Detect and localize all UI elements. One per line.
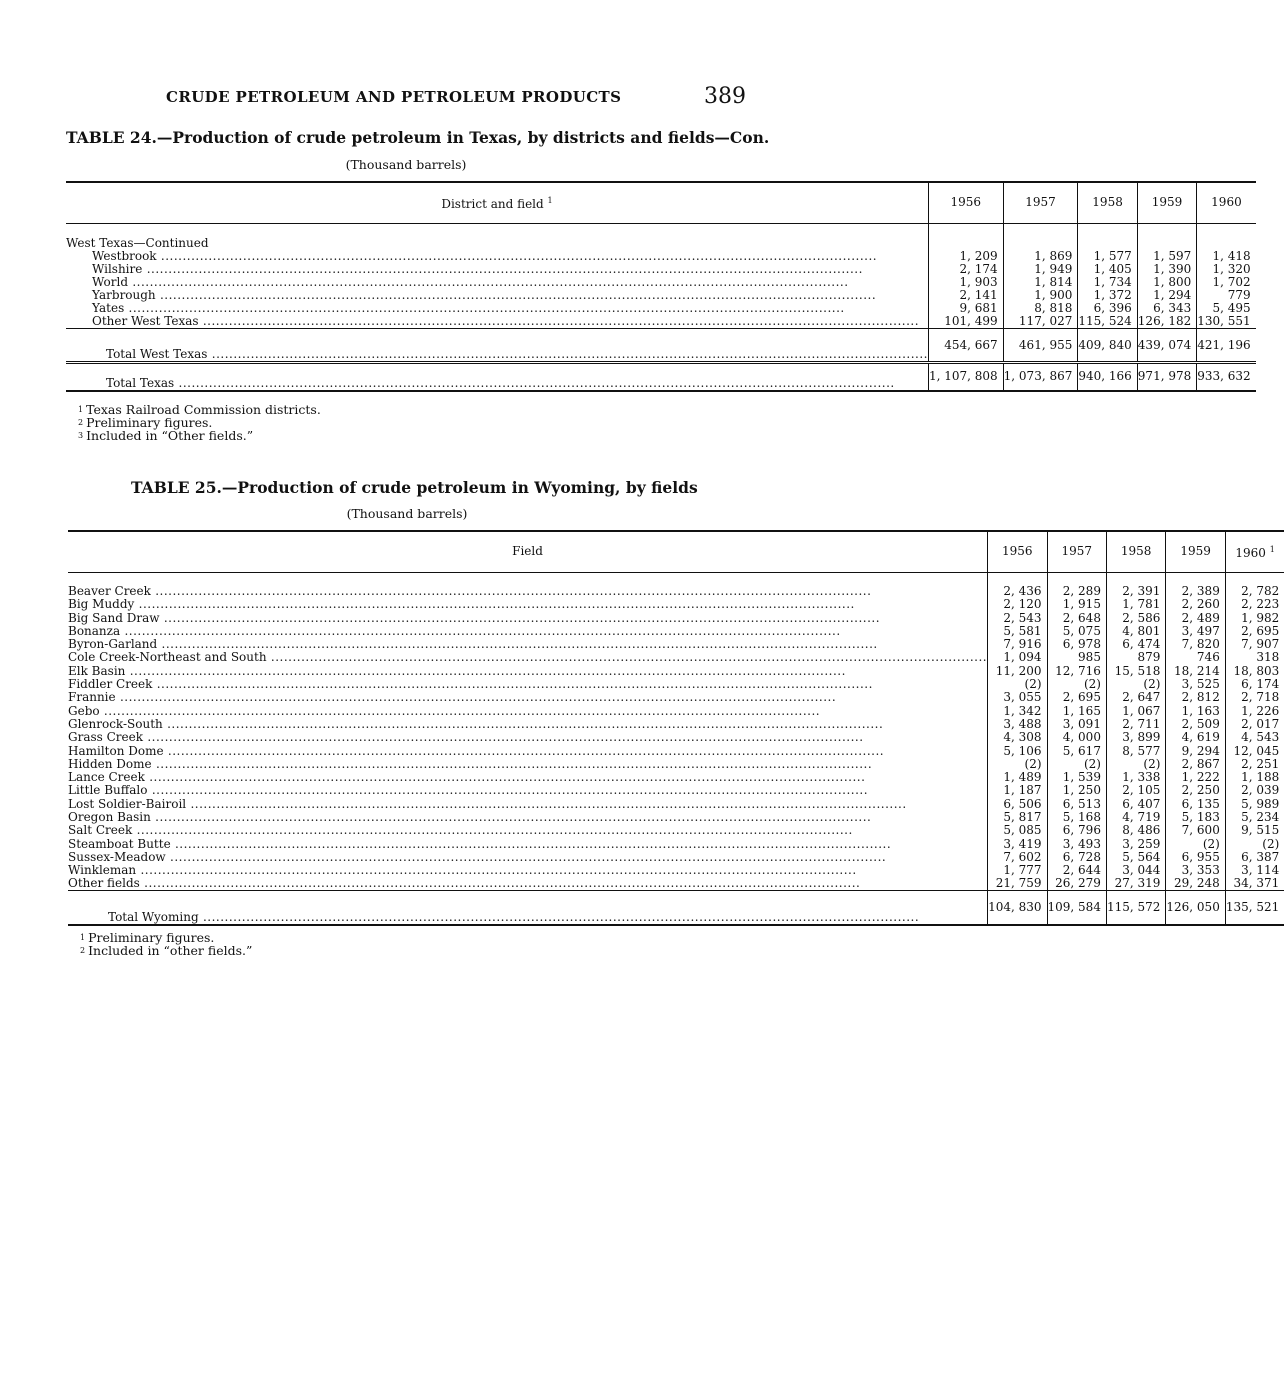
footnote: $^3$ Included in “Other fields.” xyxy=(78,428,254,443)
cell-value: 1, 597 xyxy=(1137,250,1196,263)
row-label: Hidden Dome ..... xyxy=(68,758,988,771)
cell-value: 2, 105 xyxy=(1106,784,1165,797)
cell-value: 1, 915 xyxy=(1047,598,1106,611)
cell-value: 4, 801 xyxy=(1106,625,1165,638)
cell-value: 1, 390 xyxy=(1137,263,1196,276)
row-label: Total Wyoming ..... xyxy=(68,891,988,925)
row-label: Sussex-Meadow ..... xyxy=(68,851,988,864)
table-25-year-1960: 1960 $^1$ xyxy=(1225,531,1284,572)
table-24-title: TABLE 24.—Production of crude petroleum in Texas, by districts and fields—Con. xyxy=(66,128,770,147)
table-row xyxy=(66,363,1256,391)
cell-value: 3, 525 xyxy=(1166,678,1225,691)
cell-value: 1, 900 xyxy=(1003,289,1078,302)
cell-value: 8, 577 xyxy=(1106,744,1165,757)
cell-value: 2, 017 xyxy=(1225,718,1284,731)
cell-value: 4, 619 xyxy=(1166,731,1225,744)
cell-value: 8, 818 xyxy=(1003,302,1078,315)
cell-value: 2, 260 xyxy=(1166,598,1225,611)
table-25-year-1958: 1958 xyxy=(1106,531,1165,572)
cell-value: 2, 867 xyxy=(1166,758,1225,771)
running-head xyxy=(166,84,746,108)
cell-value: 27, 319 xyxy=(1106,877,1165,891)
cell-value: 5, 617 xyxy=(1047,744,1106,757)
cell-value: 5, 495 xyxy=(1197,302,1256,315)
cell-value: 126, 182 xyxy=(1137,315,1196,329)
cell-value: 2, 782 xyxy=(1225,572,1284,598)
table-row xyxy=(68,744,1284,757)
cell-value: 5, 564 xyxy=(1106,851,1165,864)
row-label: World ..... xyxy=(66,276,928,289)
cell-value: 6, 955 xyxy=(1166,851,1225,864)
cell-value: 1, 338 xyxy=(1106,771,1165,784)
cell-value: 1, 489 xyxy=(988,771,1047,784)
cell-value: 3, 259 xyxy=(1106,837,1165,850)
running-head-title: CRUDE PETROLEUM AND PETROLEUM PRODUCTS xyxy=(166,88,622,106)
table-24-year-1956: 1956 xyxy=(928,182,1003,223)
cell-value: 6, 387 xyxy=(1225,851,1284,864)
cell-value: 7, 916 xyxy=(988,638,1047,651)
table-row xyxy=(68,691,1284,704)
table-row xyxy=(68,678,1284,691)
cell-value: 2, 436 xyxy=(988,572,1047,598)
cell-value: 1, 073, 867 xyxy=(1003,363,1078,391)
cell-value: 7, 820 xyxy=(1166,638,1225,651)
row-label: Steamboat Butte ..... xyxy=(68,837,988,850)
cell-value: 4, 308 xyxy=(988,731,1047,744)
cell-value: 1, 107, 808 xyxy=(928,363,1003,391)
cell-value: (2) xyxy=(1166,837,1225,850)
cell-value: 1, 781 xyxy=(1106,598,1165,611)
table-24 xyxy=(66,181,1256,392)
table-row xyxy=(68,864,1284,877)
cell-value: 9, 515 xyxy=(1225,824,1284,837)
cell-value: (2) xyxy=(988,758,1047,771)
cell-value: 2, 695 xyxy=(1225,625,1284,638)
cell-value: 2, 647 xyxy=(1106,691,1165,704)
table-24-footnotes xyxy=(78,403,321,442)
cell-value: 779 xyxy=(1197,289,1256,302)
table-row xyxy=(68,784,1284,797)
row-label: Yarbrough ..... xyxy=(66,289,928,302)
table-row xyxy=(66,223,1256,250)
table-24-year-1957: 1957 xyxy=(1003,182,1078,223)
cell-value: 3, 899 xyxy=(1106,731,1165,744)
cell-value: 2, 509 xyxy=(1166,718,1225,731)
cell-value: 5, 106 xyxy=(988,744,1047,757)
cell-value: 5, 817 xyxy=(988,811,1047,824)
cell-value: 104, 830 xyxy=(988,891,1047,925)
table-row xyxy=(68,824,1284,837)
cell-value: 130, 551 xyxy=(1197,315,1256,329)
cell-value: 115, 572 xyxy=(1106,891,1165,925)
cell-value: 3, 114 xyxy=(1225,864,1284,877)
cell-value: 1, 800 xyxy=(1137,276,1196,289)
cell-value: 1, 163 xyxy=(1166,704,1225,717)
cell-value: 26, 279 xyxy=(1047,877,1106,891)
row-label: Lance Creek ..... xyxy=(68,771,988,784)
cell-value: 2, 543 xyxy=(988,611,1047,624)
cell-value: 1, 209 xyxy=(928,250,1003,263)
cell-value: 2, 223 xyxy=(1225,598,1284,611)
cell-value: 2, 489 xyxy=(1166,611,1225,624)
row-label: Cole Creek-Northeast and South ..... xyxy=(68,651,988,664)
cell-value: 5, 581 xyxy=(988,625,1047,638)
table-row xyxy=(68,625,1284,638)
table-row xyxy=(68,731,1284,744)
cell-value: 7, 600 xyxy=(1166,824,1225,837)
cell-value: 2, 174 xyxy=(928,263,1003,276)
cell-value: 2, 648 xyxy=(1047,611,1106,624)
table-row xyxy=(68,851,1284,864)
cell-value: 6, 396 xyxy=(1078,302,1137,315)
table-row xyxy=(66,329,1256,363)
cell-value: 5, 183 xyxy=(1166,811,1225,824)
cell-value: 2, 644 xyxy=(1047,864,1106,877)
table-row xyxy=(68,811,1284,824)
table-row xyxy=(66,315,1256,329)
cell-value: (2) xyxy=(1047,678,1106,691)
table-row xyxy=(68,638,1284,651)
cell-value: 5, 075 xyxy=(1047,625,1106,638)
table-25-header-label: Field xyxy=(512,544,543,559)
footnote: $^1$ Texas Railroad Commission districts. xyxy=(78,402,321,417)
cell-value: 8, 486 xyxy=(1106,824,1165,837)
cell-value: 1, 777 xyxy=(988,864,1047,877)
cell-value: (2) xyxy=(988,678,1047,691)
table-row xyxy=(68,611,1284,624)
row-label: Yates ..... xyxy=(66,302,928,315)
cell-value: 9, 294 xyxy=(1166,744,1225,757)
table-25-footnotes xyxy=(80,931,252,957)
cell-value: 933, 632 xyxy=(1197,363,1256,391)
cell-value: 34, 371 xyxy=(1225,877,1284,891)
cell-value: 971, 978 xyxy=(1137,363,1196,391)
table-24-year-1958: 1958 xyxy=(1078,182,1137,223)
row-label: Oregon Basin ..... xyxy=(68,811,988,824)
cell-value: 2, 718 xyxy=(1225,691,1284,704)
cell-value: 7, 602 xyxy=(988,851,1047,864)
row-label: Salt Creek ..... xyxy=(68,824,988,837)
cell-value: 6, 474 xyxy=(1106,638,1165,651)
row-label: Wilshire ..... xyxy=(66,263,928,276)
cell-value: 5, 085 xyxy=(988,824,1047,837)
cell-value: 6, 728 xyxy=(1047,851,1106,864)
cell-value: 6, 343 xyxy=(1137,302,1196,315)
table-row xyxy=(68,758,1284,771)
cell-value: 5, 989 xyxy=(1225,797,1284,810)
cell-value: 1, 982 xyxy=(1225,611,1284,624)
section-label: West Texas—Continued xyxy=(66,236,209,250)
table-25-title: TABLE 25.—Production of crude petroleum in Wyoming, by fields xyxy=(131,478,698,497)
cell-value: 1, 294 xyxy=(1137,289,1196,302)
cell-value: 3, 091 xyxy=(1047,718,1106,731)
cell-value: 879 xyxy=(1106,651,1165,664)
cell-value: 1, 226 xyxy=(1225,704,1284,717)
footnote: $^2$ Preliminary figures. xyxy=(78,415,213,430)
cell-value: 1, 094 xyxy=(988,651,1047,664)
cell-value: 2, 120 xyxy=(988,598,1047,611)
cell-value: 2, 391 xyxy=(1106,572,1165,598)
cell-value: 1, 814 xyxy=(1003,276,1078,289)
cell-value: 1, 539 xyxy=(1047,771,1106,784)
row-label: Winkleman ..... xyxy=(68,864,988,877)
row-label: Lost Soldier-Bairoil ..... xyxy=(68,797,988,810)
cell-value: 6, 174 xyxy=(1225,678,1284,691)
cell-value: 5, 234 xyxy=(1225,811,1284,824)
cell-value: (2) xyxy=(1225,837,1284,850)
table-row xyxy=(68,664,1284,677)
cell-value: 1, 949 xyxy=(1003,263,1078,276)
cell-value: 2, 250 xyxy=(1166,784,1225,797)
cell-value: 21, 759 xyxy=(988,877,1047,891)
table-row xyxy=(68,797,1284,810)
cell-value: 1, 067 xyxy=(1106,704,1165,717)
row-label: Big Sand Draw ..... xyxy=(68,611,988,624)
table-24-year-1960: 1960 xyxy=(1197,182,1256,223)
table-24-unit: (Thousand barrels) xyxy=(345,157,467,172)
cell-value: 421, 196 xyxy=(1197,329,1256,363)
table-row xyxy=(68,891,1284,925)
cell-value: 940, 166 xyxy=(1078,363,1137,391)
cell-value: 3, 353 xyxy=(1166,864,1225,877)
row-label: Total West Texas ..... xyxy=(66,329,928,363)
cell-value: 3, 044 xyxy=(1106,864,1165,877)
cell-value: 5, 168 xyxy=(1047,811,1106,824)
cell-value: 6, 796 xyxy=(1047,824,1106,837)
footnote: $^2$ Included in “other fields.” xyxy=(80,943,253,958)
cell-value: 2, 695 xyxy=(1047,691,1106,704)
table-row xyxy=(68,598,1284,611)
cell-value: 3, 419 xyxy=(988,837,1047,850)
table-25-year-1957: 1957 xyxy=(1047,531,1106,572)
cell-value: 1, 702 xyxy=(1197,276,1256,289)
row-label: Other fields ..... xyxy=(68,877,988,891)
cell-value: 109, 584 xyxy=(1047,891,1106,925)
table-25-year-1959: 1959 xyxy=(1166,531,1225,572)
row-label: Other West Texas ..... xyxy=(66,315,928,329)
cell-value: 1, 188 xyxy=(1225,771,1284,784)
cell-value: 2, 586 xyxy=(1106,611,1165,624)
cell-value: 4, 000 xyxy=(1047,731,1106,744)
cell-value: 3, 493 xyxy=(1047,837,1106,850)
table-row xyxy=(68,877,1284,891)
cell-value: 12, 045 xyxy=(1225,744,1284,757)
row-label: Little Buffalo ..... xyxy=(68,784,988,797)
cell-value: 461, 955 xyxy=(1003,329,1078,363)
cell-value: 2, 389 xyxy=(1166,572,1225,598)
cell-value: 1, 405 xyxy=(1078,263,1137,276)
table-25-unit: (Thousand barrels) xyxy=(346,506,468,521)
cell-value: 11, 200 xyxy=(988,664,1047,677)
cell-value: 6, 506 xyxy=(988,797,1047,810)
table-row xyxy=(68,771,1284,784)
row-label: Byron-Garland ..... xyxy=(68,638,988,651)
cell-value: 1, 250 xyxy=(1047,784,1106,797)
cell-value: 6, 135 xyxy=(1166,797,1225,810)
cell-value: 135, 521 xyxy=(1225,891,1284,925)
page-number: 389 xyxy=(704,84,746,109)
table-row xyxy=(68,704,1284,717)
row-label: Westbrook ..... xyxy=(66,250,928,263)
cell-value: 2, 711 xyxy=(1106,718,1165,731)
cell-value: 3, 497 xyxy=(1166,625,1225,638)
cell-value: 1, 320 xyxy=(1197,263,1256,276)
cell-value: 2, 141 xyxy=(928,289,1003,302)
row-label: Total Texas ..... xyxy=(66,363,928,391)
cell-value: 2, 251 xyxy=(1225,758,1284,771)
cell-value: 126, 050 xyxy=(1166,891,1225,925)
cell-value: 29, 248 xyxy=(1166,877,1225,891)
row-label: Hamilton Dome ..... xyxy=(68,744,988,757)
cell-value: 1, 869 xyxy=(1003,250,1078,263)
table-row xyxy=(68,651,1284,664)
cell-value: (2) xyxy=(1047,758,1106,771)
table-row xyxy=(68,718,1284,731)
cell-value: 2, 289 xyxy=(1047,572,1106,598)
row-label: Grass Creek ..... xyxy=(68,731,988,744)
table-24-year-1959: 1959 xyxy=(1137,182,1196,223)
cell-value: 9, 681 xyxy=(928,302,1003,315)
table-24-header-label: District and field $^1$ xyxy=(441,196,553,212)
cell-value: 101, 499 xyxy=(928,315,1003,329)
cell-value: 409, 840 xyxy=(1078,329,1137,363)
cell-value: 18, 803 xyxy=(1225,664,1284,677)
cell-value: 1, 222 xyxy=(1166,771,1225,784)
table-row xyxy=(68,572,1284,598)
row-label: Elk Basin ..... xyxy=(68,664,988,677)
cell-value: 1, 577 xyxy=(1078,250,1137,263)
cell-value: 439, 074 xyxy=(1137,329,1196,363)
table-25 xyxy=(68,530,1284,926)
row-label: Frannie ..... xyxy=(68,691,988,704)
row-label: Glenrock-South ..... xyxy=(68,718,988,731)
cell-value: 12, 716 xyxy=(1047,664,1106,677)
cell-value: 4, 719 xyxy=(1106,811,1165,824)
cell-value: 1, 734 xyxy=(1078,276,1137,289)
cell-value: 6, 513 xyxy=(1047,797,1106,810)
cell-value: 4, 543 xyxy=(1225,731,1284,744)
row-label: Gebo ..... xyxy=(68,704,988,717)
cell-value: 318 xyxy=(1225,651,1284,664)
cell-value: 6, 407 xyxy=(1106,797,1165,810)
row-label: Fiddler Creek ..... xyxy=(68,678,988,691)
cell-value: 1, 903 xyxy=(928,276,1003,289)
cell-value: 1, 418 xyxy=(1197,250,1256,263)
table-row xyxy=(68,837,1284,850)
cell-value: 454, 667 xyxy=(928,329,1003,363)
cell-value: 3, 488 xyxy=(988,718,1047,731)
row-label: Beaver Creek ..... xyxy=(68,572,988,598)
cell-value: 1, 165 xyxy=(1047,704,1106,717)
cell-value: 746 xyxy=(1166,651,1225,664)
cell-value: (2) xyxy=(1106,678,1165,691)
cell-value: 7, 907 xyxy=(1225,638,1284,651)
cell-value: 117, 027 xyxy=(1003,315,1078,329)
cell-value: 18, 214 xyxy=(1166,664,1225,677)
row-label: Bonanza ..... xyxy=(68,625,988,638)
table-25-year-1956: 1956 xyxy=(988,531,1047,572)
cell-value: 2, 039 xyxy=(1225,784,1284,797)
cell-value: 985 xyxy=(1047,651,1106,664)
cell-value: 6, 978 xyxy=(1047,638,1106,651)
cell-value: 1, 342 xyxy=(988,704,1047,717)
row-label: Big Muddy ..... xyxy=(68,598,988,611)
footnote: $^1$ Preliminary figures. xyxy=(80,930,215,945)
cell-value: 15, 518 xyxy=(1106,664,1165,677)
cell-value: 115, 524 xyxy=(1078,315,1137,329)
cell-value: 1, 372 xyxy=(1078,289,1137,302)
cell-value: 2, 812 xyxy=(1166,691,1225,704)
cell-value: 1, 187 xyxy=(988,784,1047,797)
cell-value: (2) xyxy=(1106,758,1165,771)
cell-value: 3, 055 xyxy=(988,691,1047,704)
